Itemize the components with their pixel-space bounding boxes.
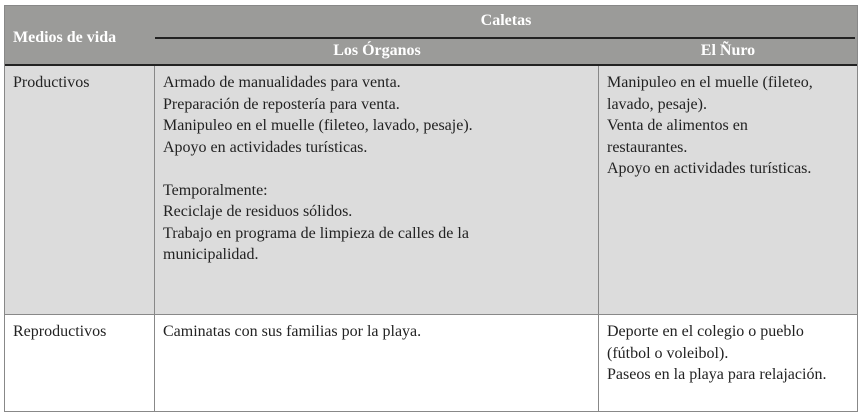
cell-line: Paseos en la playa para relajación. [607, 366, 827, 383]
table-header [5, 6, 857, 66]
cell-line [163, 158, 590, 180]
cell-line: Manipuleo en el muelle (fileteo, [607, 74, 813, 91]
cell-line: lavado, pesaje). [607, 95, 707, 113]
header-caletas: Caletas [480, 12, 532, 29]
cell-line: Trabajo en programa de limpieza de calles de la [163, 224, 469, 242]
header-medios-de-vida: Medios de vida [13, 29, 117, 46]
cell-line: Caminatas con sus familias por la playa. [163, 323, 422, 340]
cell-el-nuro [598, 315, 857, 411]
cell-los-organos [154, 66, 598, 314]
table-row [5, 315, 857, 411]
cell-line: Apoyo en actividades turísticas. [607, 160, 812, 177]
row-label: Productivos [13, 74, 90, 91]
header-el-nuro: El Ñuro [700, 42, 756, 59]
cell-line: (fútbol o voleibol). [607, 344, 729, 362]
cell-line: Venta de alimentos en [607, 117, 748, 134]
livelihoods-table [4, 5, 858, 412]
cell-el-nuro [598, 66, 857, 314]
cell-line: Armado de manualidades para venta. [163, 74, 401, 91]
table-row [5, 66, 857, 315]
header-los-organos: Los Órganos [333, 42, 421, 59]
cell-line: Temporalmente: [163, 181, 268, 199]
cell-line: restaurantes. [607, 138, 688, 156]
row-label: Reproductivos [13, 323, 107, 340]
cell-line: Manipuleo en el muelle (fileteo, lavado, pesaje). [163, 117, 473, 134]
cell-los-organos [154, 315, 598, 411]
cell-line: municipalidad. [163, 246, 259, 263]
cell-line: Preparación de repostería para venta. [163, 95, 400, 113]
cell-line: Reciclaje de residuos sólidos. [163, 203, 353, 220]
header-divider [155, 37, 855, 39]
cell-line: Apoyo en actividades turísticas. [163, 138, 368, 156]
cell-line: Deporte en el colegio o pueblo [607, 323, 804, 340]
